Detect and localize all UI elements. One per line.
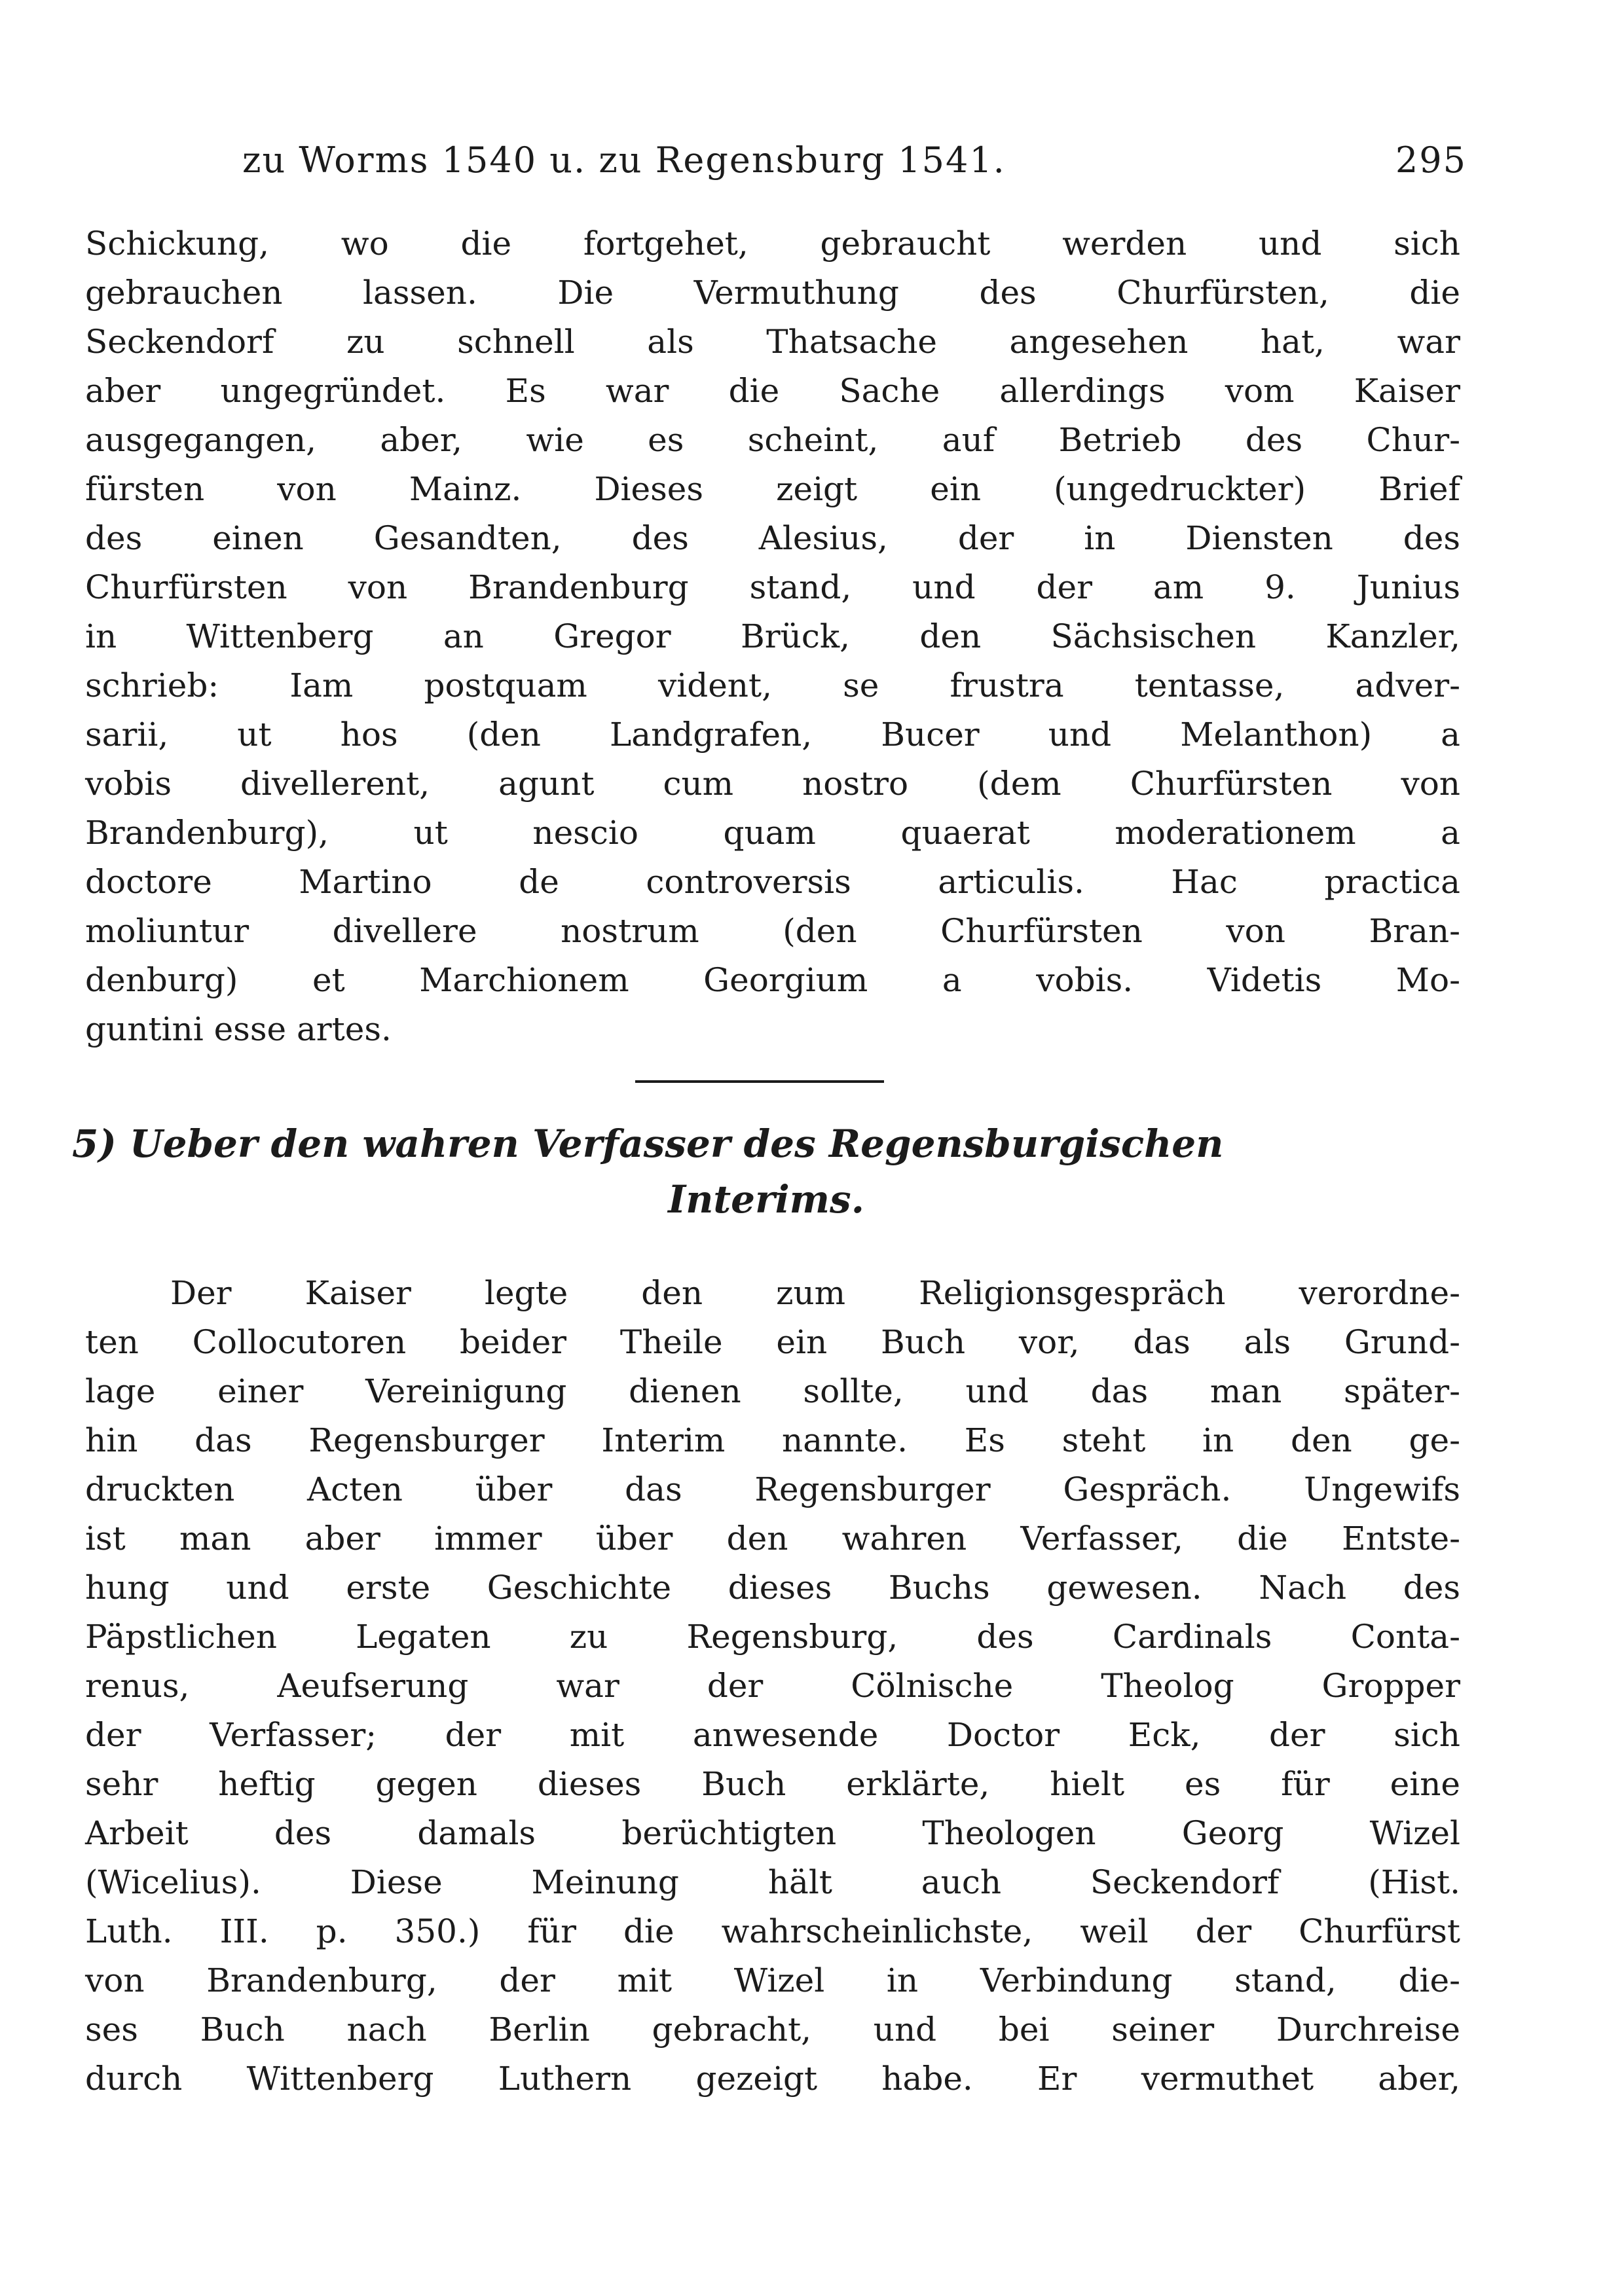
paragraph <box>85 1269 1460 2104</box>
text-line: der Verfasser; der mit anwesende Doctor Eck, der sich <box>85 1716 1460 1754</box>
text-line: des einen Gesandten, des Alesius, der in Diensten des <box>85 519 1460 557</box>
text-line: ten Collocutoren beider Theile ein Buch vor, das als Grund- <box>85 1323 1460 1361</box>
text-line: ist man aber immer über den wahren Verfasser, die Entste- <box>85 1520 1460 1558</box>
text-line: Luth. III. p. 350.) für die wahrscheinlichste, weil der Churfürst <box>85 1912 1460 1950</box>
section-divider <box>635 1080 884 1083</box>
text-line: Churfürsten von Brandenburg stand, und der am 9. Junius <box>85 568 1460 606</box>
text-line: sarii, ut hos (den Landgrafen, Bucer und Melanthon) a <box>85 716 1460 754</box>
text-line: aber ungegründet. Es war die Sache allerdings vom Kaiser <box>85 372 1460 410</box>
section-heading <box>72 1116 1460 1228</box>
text-line: moliuntur divellere nostrum (den Churfürsten von Bran- <box>85 912 1460 950</box>
text-line: ses Buch nach Berlin gebracht, und bei seiner Durchreise <box>85 2011 1460 2049</box>
text-line: druckten Acten über das Regensburger Gespräch. Ungewifs <box>85 1470 1460 1508</box>
text-line: durch Wittenberg Luthern gezeigt habe. Er vermuthet aber, <box>85 2060 1460 2098</box>
text-line: vobis divellerent, agunt cum nostro (dem Churfürsten von <box>85 765 1460 803</box>
running-head-title: zu Worms 1540 u. zu Regensburg 1541. <box>242 139 1006 181</box>
text-line: hin das Regensburger Interim nannte. Es steht in den ge- <box>85 1421 1460 1459</box>
text-line: lage einer Vereinigung dienen sollte, und das man später- <box>85 1372 1460 1410</box>
page-number: 295 <box>1395 139 1467 181</box>
text-line: Brandenburg), ut nescio quam quaerat moderationem a <box>85 814 1460 852</box>
text-line: Schickung, wo die fortgehet, gebraucht werden und sich <box>85 225 1460 263</box>
text-line: fürsten von Mainz. Dieses zeigt ein (ungedruckter) Brief <box>85 470 1460 508</box>
section-heading-line-1: 5) Ueber den wahren Verfasser des Regensburgischen <box>72 1121 1224 1166</box>
text-line: renus, Aeufserung war der Cölnische Theolog Gropper <box>85 1667 1460 1705</box>
section-heading-line-2: Interims. <box>668 1177 864 1222</box>
paragraph-continued <box>85 219 1460 1054</box>
text-line: schrieb: Iam postquam vident, se frustra tentasse, adver- <box>85 666 1460 704</box>
text-line: (Wicelius). Diese Meinung hält auch Seckendorf (Hist. <box>85 1863 1460 1901</box>
text-line: gebrauchen lassen. Die Vermuthung des Churfürsten, die <box>85 274 1460 312</box>
text-line: in Wittenberg an Gregor Brück, den Sächsischen Kanzler, <box>85 617 1460 655</box>
text-line: sehr heftig gegen dieses Buch erklärte, hielt es für eine <box>85 1765 1460 1803</box>
text-line: Päpstlichen Legaten zu Regensburg, des Cardinals Conta- <box>85 1618 1460 1656</box>
text-line: von Brandenburg, der mit Wizel in Verbindung stand, die- <box>85 1961 1460 1999</box>
text-line: ausgegangen, aber, wie es scheint, auf Betrieb des Chur- <box>85 421 1460 459</box>
text-line: guntini esse artes. <box>85 1010 392 1048</box>
text-line: Der Kaiser legte den zum Religionsgespräch verordne- <box>170 1274 1460 1312</box>
running-head <box>242 131 1467 190</box>
text-line: Seckendorf zu schnell als Thatsache angesehen hat, war <box>85 323 1460 361</box>
text-line: hung und erste Geschichte dieses Buchs gewesen. Nach des <box>85 1569 1460 1607</box>
text-line: denburg) et Marchionem Georgium a vobis. Videtis Mo- <box>85 961 1460 999</box>
text-line: doctore Martino de controversis articulis. Hac practica <box>85 863 1460 901</box>
text-line: Arbeit des damals berüchtigten Theologen Georg Wizel <box>85 1814 1460 1852</box>
